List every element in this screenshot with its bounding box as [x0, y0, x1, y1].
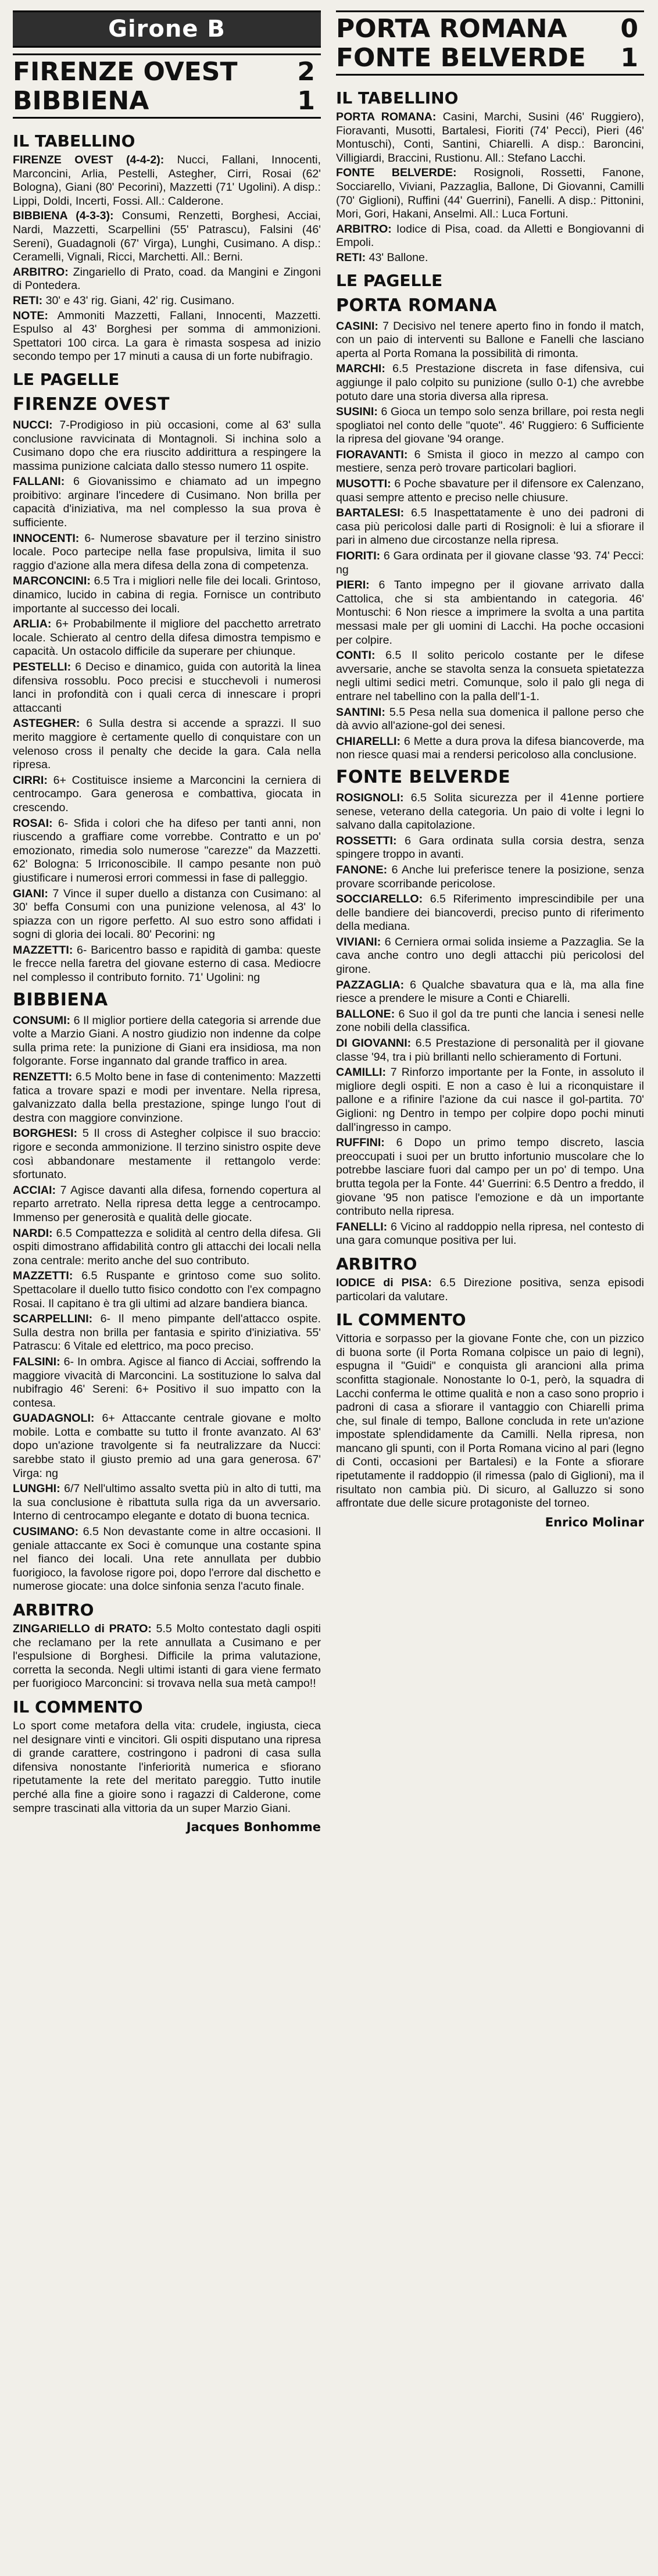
- paragraph-text: 6.5 Compattezza e solidità al centro della difesa. Gli ospiti dimostrano affidabilità contro gli attacchi dei locali nella zona centrale: merito anche del suo contributo.: [13, 1226, 321, 1267]
- paragraph-lead: FALSINI:: [13, 1355, 60, 1368]
- group-banner: Girone B: [13, 10, 321, 48]
- paragraph-text: 43' Ballone.: [366, 251, 428, 264]
- arbitro-body: [336, 1276, 644, 1304]
- paragraph-text: 7 Agisce davanti alla difesa, fornendo copertura al reparto arretrato. Nella ripresa detta legge a centrocampo. Immenso per generosità e qualità delle giocate.: [13, 1183, 321, 1224]
- commento-section: [13, 1693, 321, 1834]
- paragraph-text: Iodice di Pisa, coad. da Alletti e Bongiovanni di Empoli.: [336, 222, 644, 249]
- paragraph-lead: MUSOTTI:: [336, 477, 391, 491]
- home-team-name: PORTA ROMANA: [336, 14, 567, 44]
- text-paragraph: [336, 1037, 644, 1064]
- tabellino-body: [336, 110, 644, 265]
- text-paragraph: [13, 1719, 321, 1815]
- paragraph-text: 6.5 Non devastante come in altre occasioni. Il geniale attaccante ex Soci è comunque una costante spina nel fianco dei locali. Una rete annullata per dubbio fuorigioco, la favolose rigore poi, dopo l'errore dal dischetto e numerose giocate: una dolce sinfonia senza l'acuto finale.: [13, 1525, 321, 1593]
- paragraph-text: 30' e 43' rig. Giani, 42' rig. Cusimano.: [42, 294, 235, 307]
- text-paragraph: [336, 1136, 644, 1219]
- paragraph-lead: NARDI:: [13, 1226, 53, 1240]
- paragraph-lead: ROSAI:: [13, 816, 53, 830]
- away-team-score: 1: [620, 43, 638, 73]
- team2-ratings-body: [13, 1014, 321, 1594]
- paragraph-lead: FALLANI:: [13, 475, 65, 488]
- paragraph-text: 6.5 Riferimento imprescindibile per una delle bandiere dei biancoverdi, preciso punto di riferimento della mediana.: [336, 893, 644, 933]
- paragraph-text: Consumi, Renzetti, Borghesi, Acciai, Nardi, Mazzetti, Scarpellini (55' Patrascu), Falsini (46' Sereni), Guadagnoli (67' Virga), Lunghi, Cusimano. A disp.: Ceramelli, Vignali, Ricci, Marchetti. All.: Berni.: [13, 209, 321, 264]
- pagelle-title: LE PAGELLE: [336, 270, 443, 290]
- paragraph-lead: GUADAGNOLI:: [13, 1412, 95, 1425]
- paragraph-text: Nucci, Fallani, Innocenti, Marconcini, Arlia, Pestelli, Astegher, Cirri, Rosai (62' Bologna), Giani (80' Pecorini), Mazzetti (71' Ugolini). A disp.: Lippi, Doldi, Incerti, Fossi. All.: Calderone.: [13, 154, 321, 208]
- paragraph-lead: BIBBIENA (4-3-3):: [13, 209, 114, 223]
- text-paragraph: [336, 791, 644, 833]
- commento-title: IL COMMENTO: [336, 1310, 466, 1330]
- paragraph-lead: RUFFINI:: [336, 1136, 385, 1150]
- text-paragraph: [336, 320, 644, 361]
- text-paragraph: [336, 735, 644, 762]
- paragraph-text: 6 Anche lui preferisce tenere la posizione, senza provare scorribande pericolose.: [336, 863, 644, 890]
- paragraph-text: 7 Rinforzo importante per la Fonte, in assoluto il migliore degli ospiti. E non a caso è lui a riconquistare il pallone e a rifinire l'azione da cui nasce il gol-partita. 70' Giglioni: ng Dentro in tempo per colpire dopo pochi minuti dall'ingresso in campo.: [336, 1066, 644, 1134]
- paragraph-text: 6 Sulla destra si accende a sprazzi. Il suo merito maggiore è certamente quello di conquistare con un velenoso cross il penalty che decide la gara. Cala nella ripresa.: [13, 717, 321, 772]
- text-paragraph: [336, 110, 644, 165]
- tabellino-title: IL TABELLINO: [336, 88, 459, 108]
- arbitro-title: ARBITRO: [336, 1254, 417, 1273]
- author-signature: Jacques Bonhomme: [186, 1820, 321, 1835]
- commento-body: [336, 1332, 644, 1511]
- scoreboard: [336, 10, 644, 76]
- paragraph-lead: FIORAVANTI:: [336, 448, 408, 461]
- paragraph-text: Rosignoli, Rossetti, Fanone, Socciarello, Viviani, Pazzaglia, Ballone, Di Giovanni, Camilli (70' Giglioni), Ruffini (44' Guerrini), Fanelli. A disp.: Pittonini, Mori, Gori, Hakani, Anselmi. All.: Luca Fortuni.: [336, 166, 644, 221]
- commento-section: [336, 1305, 644, 1529]
- paragraph-lead: PORTA ROMANA:: [336, 110, 437, 123]
- text-paragraph: [13, 1312, 321, 1354]
- text-paragraph: [13, 266, 321, 293]
- home-team-name: FIRENZE OVEST: [13, 57, 238, 87]
- paragraph-lead: CUSIMANO:: [13, 1525, 79, 1539]
- home-team-line: [336, 15, 644, 44]
- pagelle-section: [13, 365, 321, 1596]
- paragraph-lead: ARLIA:: [13, 618, 52, 631]
- paragraph-text: 6- In ombra. Agisce al fianco di Acciai, soffrendo la maggiore vivacità di Marconcini. La sostituzione lo salva dal nubifragio 46' Sereni: 6+ Positivo il suo impatto con la contesa.: [13, 1355, 321, 1410]
- paragraph-lead: SANTINI:: [336, 705, 385, 719]
- text-paragraph: [336, 706, 644, 733]
- paragraph-lead: INNOCENTI:: [13, 531, 80, 545]
- paragraph-text: 6 Vicino al raddoppio nella ripresa, nel contesto di una gara comunque positiva per lui.: [336, 1220, 644, 1247]
- away-team-score: 1: [297, 86, 315, 116]
- text-paragraph: [336, 936, 644, 977]
- paragraph-lead: RETI:: [336, 251, 366, 264]
- tabellino-body: [13, 154, 321, 364]
- text-paragraph: [336, 166, 644, 221]
- paragraph-text: 7-Prodigioso in più occasioni, come al 63' sulla conclusione ravvicinata di Montagnoli. Si inchina solo a Cusimano dopo che era riuscito addirittura a respingere la massima punizione calciata dallo stesso numero 11 ospite.: [13, 418, 321, 473]
- paragraph-text: 6 Mette a dura prova la difesa biancoverde, ma non riesce quasi mai a rendersi pericoloso alla conclusione.: [336, 734, 644, 762]
- team2-ratings-title: BIBBIENA: [13, 989, 108, 1010]
- paragraph-lead: CHIARELLI:: [336, 734, 401, 748]
- paragraph-lead: FONTE BELVERDE:: [336, 166, 457, 180]
- team2-ratings-title: FONTE BELVERDE: [336, 766, 511, 787]
- paragraph-lead: PESTELLI:: [13, 661, 71, 673]
- paragraph-text: 6 Gara ordinata sulla corsia destra, senza spingere troppo in avanti.: [336, 834, 644, 861]
- text-paragraph: [13, 1269, 321, 1311]
- paragraph-text: 6 Qualche sbavatura qua e là, ma alla fine riesce a prendere le misure a Conti e Chiarelli.: [336, 978, 644, 1005]
- arbitro-section: [336, 1250, 644, 1305]
- paragraph-lead: BORGHESI:: [13, 1127, 78, 1140]
- paragraph-text: Vittoria e sorpasso per la giovane Fonte che, con un pizzico di buona sorte (il Porta Romana colpisce un paio di legni), espugna il "Guidi" e conquista gli arancioni alla prima sconfitta stagionale. Nonostante lo 0-1, però, la squadra di Lacchi conferma le ottime qualità e non a caso sono proprio i padroni di casa a sfiorare il vantaggio con Chiarelli prima che, sul finale di tempo, Ballone concluda in rete un'azione impostate splendidamente da Camilli. Nella ripresa, non mancano gli spunti, con il Porta Romana vicino al pari (legno di Conti, occasioni per Bartalesi) e la Fonte a sfiorare ripetutamente il raddoppio (il rimessa (palo di Giglioni), ma il risultato non cambia più. Di sicuro, al Galluzzo si sono affrontate due delle sicure protagoniste del torneo.: [336, 1332, 644, 1510]
- paragraph-text: 6+ Probabilmente il migliore del pacchetto arretrato locale. Schierato al centro della difesa dimostra tempismo e capacità. Un ostacolo difficile da superare per chiunque.: [13, 618, 321, 658]
- paragraph-text: 5 Il cross di Astegher colpisce il suo braccio: rigore e seconda ammonizione. Il terzino sinistro ospite deve così abbandonare mestamente il rettangolo verde: sfortunato.: [13, 1127, 321, 1182]
- tabellino-title: IL TABELLINO: [13, 131, 135, 151]
- text-paragraph: [336, 649, 644, 704]
- text-paragraph: [336, 251, 644, 265]
- paragraph-lead: LUNGHI:: [13, 1482, 60, 1496]
- paragraph-lead: ZINGARIELLO di PRATO:: [13, 1622, 152, 1635]
- paragraph-text: 5.5 Pesa nella sua domenica il pallone perso che dà avvio all'azione-gol dei senesi.: [336, 705, 644, 733]
- team1-ratings-title: PORTA ROMANA: [336, 295, 498, 316]
- text-paragraph: [13, 532, 321, 573]
- paragraph-text: 6- Numerose sbavature per il terzino sinistro locale. Poco partecipe nella fase propulsiva, limita il suo raggio d'azione alla mera difesa della zona di competenza.: [13, 531, 321, 572]
- text-paragraph: [13, 1227, 321, 1268]
- paragraph-text: 6.5 Molto bene in fase di contenimento: Mazzetti fatica a trovare spazi e modi per inventare. Nella ripresa, galvanizzato dalla bella prestazione, spinge lungo l'out di destra con maggiore convinzione.: [13, 1071, 321, 1125]
- paragraph-text: 6 Poche sbavature per il difensore ex Calenzano, quasi sempre attento e preciso nelle chiusure.: [336, 477, 644, 504]
- arbitro-title: ARBITRO: [13, 1600, 94, 1619]
- text-paragraph: [336, 506, 644, 548]
- tabellino-section: [336, 84, 644, 266]
- paragraph-lead: CIRRI:: [13, 773, 48, 787]
- text-paragraph: [13, 887, 321, 942]
- text-paragraph: [13, 817, 321, 886]
- paragraph-lead: ASTEGHER:: [13, 717, 80, 730]
- text-paragraph: [336, 1008, 644, 1035]
- scoreboard: [13, 53, 321, 119]
- home-team-score: 0: [620, 14, 638, 44]
- away-team-line: [336, 44, 644, 73]
- pagelle-title: LE PAGELLE: [13, 369, 120, 389]
- paragraph-text: 6.5 Ruspante e grintoso come suo solito. Spettacolare il duello tutto fisico condotto con l'ex compagno Rosai. Il capitano è tra gli ultimi ad alzare bandiera bianca.: [13, 1269, 321, 1310]
- paragraph-text: 7 Vince il super duello a distanza con Cusimano: al 30' beffa Consumi con una punizione velenosa, al 43' lo spiazza con un rigore perfetto. Al suo estro sono affidati i sogni di gloria dei locali. 80' Pecorini: ng: [13, 887, 321, 941]
- paragraph-lead: CAMILLI:: [336, 1066, 386, 1079]
- paragraph-lead: SUSINI:: [336, 405, 378, 419]
- paragraph-lead: FANELLI:: [336, 1220, 388, 1233]
- paragraph-text: 6.5 Il solito pericolo costante per le difese avversarie, anche se stavolta senza la consueta spietatezza negli ultimi sedici metri. Comunque, solo il palo gli nega di entrare nel tabellino con la palla dell'1-1.: [336, 649, 644, 703]
- paragraph-lead: ROSIGNOLI:: [336, 791, 404, 804]
- team2-ratings-body: [336, 791, 644, 1248]
- arbitro-body: [13, 1622, 321, 1691]
- paragraph-text: 6/7 Nell'ultimo assalto svetta più in alto di tutti, ma la sua conclusione è ribattuta sulla riga da un avversario. Interno di centrocampo elegante e dotato di buona tecnica.: [13, 1482, 321, 1523]
- text-paragraph: [336, 979, 644, 1006]
- text-paragraph: [13, 294, 321, 308]
- text-paragraph: [13, 209, 321, 264]
- team1-ratings-body: [13, 419, 321, 985]
- paragraph-lead: NOTE:: [13, 309, 48, 322]
- commento-title: IL COMMENTO: [13, 1697, 143, 1717]
- text-paragraph: [13, 419, 321, 473]
- text-paragraph: [13, 944, 321, 985]
- paragraph-text: 6- Baricentro basso e rapidità di gamba: queste le frecce nella faretra del giovane esterno di casa. Mediocre nel complesso il contributo fornito. 71' Ugolini: ng: [13, 943, 321, 984]
- paragraph-lead: PAZZAGLIA:: [336, 978, 405, 991]
- paragraph-text: 6 Dopo un primo tempo discreto, lascia preoccupati i suoi per un brutto infortunio muscolare che lo potrebbe lasciare fuori dal campo per un po' di tempo. Una brutta tegola per la Fonte. 44' Guerrini: 6.5 Dentro a freddo, il giovane '95 non patisce l'emozione e dà un importante contributo nella ripresa.: [336, 1136, 644, 1218]
- paragraph-text: 6 Deciso e dinamico, guida con autorità la linea difensiva rossoblu. Poco precisi e stucchevoli i numerosi lanci in profondità con i quali cerca di innescare i propri attaccanti: [13, 661, 321, 715]
- text-paragraph: [13, 1482, 321, 1524]
- text-paragraph: [336, 448, 644, 476]
- paragraph-lead: FANONE:: [336, 863, 388, 876]
- team1-ratings-title: FIRENZE OVEST: [13, 394, 170, 415]
- paragraph-text: 6 Smista il gioco in mezzo al campo con mestiere, senza però trovare particolari bagliori.: [336, 448, 644, 475]
- paragraph-lead: FIORITI:: [336, 550, 381, 563]
- text-paragraph: [13, 1014, 321, 1069]
- team1-ratings-body: [336, 320, 644, 762]
- tabellino-section: [13, 127, 321, 365]
- paragraph-text: Ammoniti Mazzetti, Fallani, Innocenti, Mazzetti. Espulso al 43' Borghesi per somma di ammonizioni. Spettatori 100 circa. La gara è rimasta sospesa ad inizio secondo tempo per 17 minuti a causa di un forte nubifragio.: [13, 309, 321, 363]
- paragraph-lead: DI GIOVANNI:: [336, 1037, 412, 1050]
- paragraph-lead: MARCONCINI:: [13, 575, 91, 588]
- paragraph-text: 6.5 Direzione positiva, senza episodi particolari da valutare.: [336, 1276, 644, 1303]
- text-paragraph: [336, 1221, 644, 1248]
- text-paragraph: [13, 1184, 321, 1225]
- paragraph-text: 6 Cerniera ormai solida insieme a Pazzaglia. Se la cava anche contro uno degli attacchi più pericolosi del girone.: [336, 935, 644, 976]
- text-paragraph: [13, 1412, 321, 1480]
- home-team-line: [13, 58, 321, 87]
- text-paragraph: [13, 1127, 321, 1182]
- text-paragraph: [336, 579, 644, 647]
- paragraph-text: 6.5 Solita sicurezza per il 41enne portiere senese, veterano della categoria. Un paio di volte i legni lo salvano dalla capitolazione.: [336, 791, 644, 832]
- paragraph-lead: CONSUMI:: [13, 1014, 71, 1027]
- paragraph-lead: MAZZETTI:: [13, 1269, 73, 1283]
- text-paragraph: [336, 834, 644, 862]
- arbitro-section: [13, 1596, 321, 1693]
- text-paragraph: [336, 550, 644, 577]
- away-team-name: FONTE BELVERDE: [336, 43, 586, 73]
- paragraph-lead: PIERI:: [336, 579, 370, 592]
- text-paragraph: [336, 405, 644, 447]
- paragraph-lead: SCARPELLINI:: [13, 1312, 93, 1326]
- text-paragraph: [13, 774, 321, 815]
- paragraph-lead: BALLONE:: [336, 1007, 395, 1021]
- paragraph-text: 6 Giovanissimo e chiamato ad un impegno proibitivo: arginare l'incedere di Cusimano. Non brilla per capacità d'iniziativa, ma nel complesso la sua prova è sufficiente.: [13, 475, 321, 530]
- text-paragraph: [13, 618, 321, 659]
- paragraph-text: 6.5 Inaspettatamente è uno dei padroni di casa più pericolosi dalle parti di Rosignoli: è lui a sfiorare il pari in almeno due circostanze nella ripresa.: [336, 506, 644, 547]
- text-paragraph: [13, 475, 321, 530]
- paragraph-lead: CASINI:: [336, 319, 378, 333]
- paragraph-text: 7 Decisivo nel tenere aperto fino in fondo il match, con un paio di interventi su Ballone e Fanelli che lasciano aperta al Porta Romana la possibilità di rimonta.: [336, 319, 644, 360]
- paragraph-text: 6+ Costituisce insieme a Marconcini la cerniera di centrocampo. Gara generosa e combattiva, giocata in crescendo.: [13, 773, 321, 814]
- text-paragraph: [336, 1332, 644, 1511]
- text-paragraph: [336, 864, 644, 891]
- away-team-line: [13, 87, 321, 116]
- text-paragraph: [13, 1355, 321, 1410]
- paragraph-lead: GIANI:: [13, 887, 48, 900]
- paragraph-lead: NUCCI:: [13, 418, 53, 431]
- away-team-name: BIBBIENA: [13, 86, 149, 116]
- author-signature: Enrico Molinar: [545, 1515, 644, 1529]
- paragraph-text: 6+ Attaccante centrale giovane e molto mobile. Lotta e combatte su tutto il fronte avanzato. Al 63' dopo un'azione travolgente si fa neutralizzare da Nucci: sarebbe stato il giusto premio ad una gara generosa. 67' Virga: ng: [13, 1412, 321, 1480]
- right-column: [336, 10, 644, 2559]
- paragraph-lead: MARCHI:: [336, 362, 385, 376]
- text-paragraph: [13, 1622, 321, 1691]
- paragraph-text: 6- Il meno pimpante dell'attacco ospite. Sulla destra non brilla per fantasia e spirito d'iniziativa. 55' Patrascu: 6 Vitale ed elettrico, ma poco preciso.: [13, 1312, 321, 1353]
- paragraph-lead: ARBITRO:: [13, 265, 69, 279]
- paragraph-lead: BARTALESI:: [336, 506, 405, 520]
- paragraph-text: 6 Tanto impegno per il giovane arrivato dalla Cattolica, che si sta ambientando in categoria. 46' Montuschi: 6 Non riesce a imprimere la svolta a una partita messasi male per gli uomini di Lacchi. Ha poche occasioni per colpire.: [336, 579, 644, 647]
- text-paragraph: [336, 1276, 644, 1304]
- paragraph-lead: FIRENZE OVEST (4-4-2):: [13, 154, 164, 166]
- text-paragraph: [336, 477, 644, 505]
- paragraph-text: 5.5 Molto contestato dagli ospiti che reclamano per la rete annullata a Cusimano e per l'espulsione di Borghesi. Difficile la prima valutazione, corretta la seconda. Negli ultimi istanti di gara viene fermato per fuorigioco Marconcini: si trovava nella sua metà campo!!: [13, 1622, 321, 1690]
- paragraph-lead: CONTI:: [336, 649, 376, 662]
- text-paragraph: [13, 717, 321, 772]
- text-paragraph: [13, 1525, 321, 1594]
- text-paragraph: [336, 893, 644, 934]
- paragraph-text: Casini, Marchi, Susini (46' Ruggiero), Fioravanti, Musotti, Bartalesi, Fioriti (74' Pecci), Pieri (46' Montuschi), Conti, Santini, Chiarelli. A disp.: Baroncini, Villigiardi, Braccini, Rustionu. All.: Stefano Lacchi.: [336, 110, 644, 165]
- left-column: [13, 10, 321, 2559]
- paragraph-text: 6 Suo il gol da tre punti che lancia i senesi nelle zone nobili della classifica.: [336, 1007, 644, 1034]
- paragraph-lead: VIVIANI:: [336, 935, 381, 948]
- paragraph-lead: RENZETTI:: [13, 1071, 73, 1084]
- text-paragraph: [13, 154, 321, 208]
- paragraph-text: 6.5 Prestazione discreta in fase difensiva, cui aggiunge il palo colpito su punizione (sullo 0-1) che avrebbe potuto dare una storia diversa alla ripresa.: [336, 362, 644, 403]
- paragraph-lead: IODICE di PISA:: [336, 1276, 432, 1289]
- text-paragraph: [13, 661, 321, 715]
- text-paragraph: [13, 309, 321, 364]
- paragraph-text: 6 Gioca un tempo solo senza brillare, poi resta negli spogliatoi nel conto delle "quote". 46' Ruggiero: 6 Sufficiente la ripresa del giovane '94 orange.: [336, 405, 644, 446]
- home-team-score: 2: [297, 57, 315, 87]
- paragraph-lead: MAZZETTI:: [13, 943, 73, 957]
- pagelle-section: [336, 266, 644, 1250]
- paragraph-lead: RETI:: [13, 294, 43, 307]
- paragraph-lead: ROSSETTI:: [336, 834, 397, 847]
- paragraph-lead: ACCIAI:: [13, 1183, 56, 1197]
- paragraph-lead: SOCCIARELLO:: [336, 893, 423, 906]
- paragraph-text: Zingariello di Prato, coad. da Mangini e Zingoni di Pontedera.: [13, 265, 321, 292]
- paragraph-text: 6.5 Tra i migliori nelle file dei locali. Grintoso, dinamico, lucido in cabina di regia. Fornisce un contributo importante al successo dei locali.: [13, 575, 321, 615]
- paragraph-text: Lo sport come metafora della vita: crudele, ingiusta, cieca nel designare vinti e vincitori. Gli ospiti disputano una ripresa di grande carattere, costringono i padroni di casa sulla difensiva nonostante l'inferiorità numerica e sfiorano ripetutamente la rete del meritato pareggio. Tutto inutile perché alla fine a gioire sono i ragazzi di Calderone, come sempre trascinati alla vittoria da un super Marzio Giani.: [13, 1719, 321, 1815]
- paragraph-text: 6 Gara ordinata per il giovane classe '93. 74' Pecci: ng: [336, 550, 644, 576]
- text-paragraph: [336, 362, 644, 404]
- text-paragraph: [13, 1071, 321, 1125]
- paragraph-text: 6.5 Prestazione di personalità per il giovane classe '94, tra i più brillanti nello schieramento di Fortuni.: [336, 1037, 644, 1064]
- paragraph-text: 6 Il miglior portiere della categoria si arrende due volte a Marzio Giani. A nostro giudizio non indenne da colpe sulla prima rete: la punizione di Giani era insidiosa, ma non folgorante. Forse ingannato dal grande traffico in area.: [13, 1014, 321, 1068]
- text-paragraph: [336, 1066, 644, 1134]
- text-paragraph: [13, 575, 321, 616]
- commento-body: [13, 1719, 321, 1815]
- text-paragraph: [336, 223, 644, 250]
- paragraph-text: 6- Sfida i colori che ha difeso per tanti anni, non riuscendo a graffiare come vorrebbe. Contratto e un po' emozionato, rimedia solo numerose "carezze" da Mazzetti. 62' Bologna: 5 Irriconoscibile. Il campo pesante non può giustificare i numerosi errori commessi in fase di palleggio.: [13, 816, 321, 884]
- paragraph-lead: ARBITRO:: [336, 222, 392, 236]
